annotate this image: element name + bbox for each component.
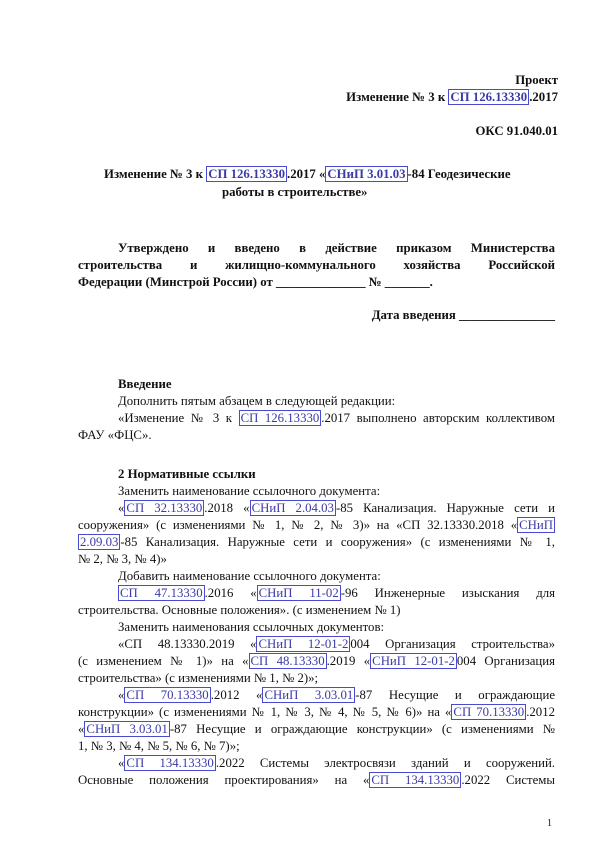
m1-l2-text-c: 004 Организация [456, 654, 556, 668]
document-title-line2: работы в строительстве» [222, 185, 368, 199]
m3-open-quote: « [118, 756, 125, 770]
m1-text-b: 004 Организация строительства» [350, 637, 555, 651]
m2-link-snip[interactable]: СНиП 3.03.01 [264, 688, 354, 702]
m2-l3-text: -87 Несущие и ограждающие конструкции» (с изменениями № [169, 722, 555, 736]
m2-year: .2012 « [210, 688, 263, 702]
add1-title: -96 Инженерные изыскания для [340, 586, 556, 600]
title-prefix: Изменение № 3 к [104, 167, 204, 181]
m2-line1 [118, 687, 555, 703]
m2-link-sp2[interactable]: СП 70.13330 [453, 705, 525, 719]
m2-l3-quote: « [78, 722, 85, 736]
amendment-header [346, 89, 558, 105]
amendment-header-prefix: Изменение № 3 к [346, 90, 446, 104]
m2-open-quote: « [118, 688, 125, 702]
intro-p2-line1 [118, 410, 555, 426]
m2-line4: 1, № 3, № 4, № 5, № 6, № 7)»; [78, 739, 240, 753]
m1-l2-text-a: (с изменением № 1)» на « [78, 654, 249, 668]
title-suffix: -84 Геодезические [407, 167, 511, 181]
title-link-sp[interactable]: СП 126.13330 [208, 167, 286, 181]
m1-link-snip2[interactable]: СНиП 12-01-2 [372, 654, 455, 668]
m3-title: .2022 Системы электросвязи зданий и сооружений. [215, 756, 555, 770]
m2-line3 [78, 721, 555, 737]
add1-line1 [118, 585, 555, 601]
section2-heading: 2 Нормативные ссылки [118, 467, 256, 481]
approval-line2: строительства и жилищно-коммунального хозяйства Российской [78, 258, 555, 272]
ref1-open-quote: « [118, 501, 125, 515]
m1-line1 [118, 636, 555, 652]
ref1-link-snip2-number[interactable]: 2.09.03 [80, 535, 119, 549]
ref1-title: -85 Канализация. Наружные сети и [335, 501, 555, 515]
approval-line3: Федерации (Минстрой России) от ______________ № _______. [78, 275, 433, 289]
add1-line2: строительства. Основные положения». (с изменением № 1) [78, 603, 401, 617]
m3-line2 [78, 772, 555, 788]
add1-link-sp[interactable]: СП 47.13330 [120, 586, 203, 600]
document-title-line1 [104, 166, 511, 182]
m2-l2-text: конструкции» (с изменениями № 1, № 3, № 4, № 5, № 6)» на « [78, 705, 452, 719]
m3-link-sp2[interactable]: СП 134.13330 [371, 773, 460, 787]
m1-link-snip[interactable]: СНиП 12-01-2 [258, 637, 349, 651]
ref1-line1 [118, 500, 555, 516]
m1-line3: строительства» (с изменениями № 1, № 2)»; [78, 671, 319, 685]
m2-link-snip2[interactable]: СНиП 3.03.01 [86, 722, 168, 736]
intro-p2-prefix: «Изменение № 3 к [118, 411, 233, 425]
title-link-snip[interactable]: СНиП 3.01.03 [327, 167, 406, 181]
m3-link-sp[interactable]: СП 134.13330 [126, 756, 214, 770]
intro-p2-line2: ФАУ «ФЦС». [78, 428, 152, 442]
ref1-line3 [78, 534, 555, 550]
m2-title: -87 Несущие и ограждающие [355, 688, 555, 702]
intro-link-sp[interactable]: СП 126.13330 [240, 411, 320, 425]
m2-l2-year: .2012 [526, 705, 555, 719]
ref1-link-snip2[interactable]: СНиП [519, 518, 553, 532]
amendment-header-suffix: .2017 [529, 90, 558, 104]
introduction-date: Дата введения _______________ [371, 308, 555, 322]
ref1-link-sp[interactable]: СП 32.13330 [126, 501, 203, 515]
oks-code: ОКС 91.040.01 [475, 124, 558, 138]
ref1-link-snip[interactable]: СНиП 2.04.03 [251, 501, 334, 515]
intro-p2-suffix: .2017 выполнено авторским коллективом [321, 411, 556, 425]
approval-line1: Утверждено и введено в действие приказом Министерства [118, 241, 555, 255]
ref1-line4: № 2, № 3, № 4)» [78, 552, 167, 566]
intro-p1: Дополнить пятым абзацем в следующей редакции: [118, 394, 396, 408]
m1-l2-text-b: .2019 « [326, 654, 371, 668]
replace-many-label: Заменить наименования ссылочных документов: [118, 620, 385, 634]
m1-line2 [78, 653, 555, 669]
m2-line2 [78, 704, 555, 720]
add-label: Добавить наименование ссылочного документа: [118, 569, 381, 583]
project-label: Проект [515, 73, 558, 87]
amendment-header-link[interactable]: СП 126.13330 [450, 90, 528, 104]
add1-link-snip[interactable]: СНиП 11-02 [258, 586, 339, 600]
ref1-line2-text: сооружения» (с изменениями № 1, № 2, № 3)» на «СП 32.13330.2018 « [78, 518, 518, 532]
m1-text-a: «СП 48.13330.2019 « [118, 637, 257, 651]
ref1-line3-text: -85 Канализация. Наружные сети и сооружения» (с изменениями № 1, [120, 535, 555, 549]
intro-heading: Введение [118, 377, 172, 391]
ref1-year: .2018 « [204, 501, 250, 515]
title-mid: .2017 « [287, 167, 326, 181]
page-number: 1 [547, 818, 552, 829]
m3-line1 [118, 755, 555, 771]
m3-l2-suffix: .2022 Системы [461, 773, 555, 787]
m3-l2-text: Основные положения проектирования» на « [78, 773, 370, 787]
replace-label: Заменить наименование ссылочного документа: [118, 484, 381, 498]
m2-link-sp[interactable]: СП 70.13330 [126, 688, 209, 702]
ref1-line2 [78, 517, 555, 533]
m1-link-sp[interactable]: СП 48.13330 [250, 654, 325, 668]
add1-year: .2016 « [204, 586, 257, 600]
